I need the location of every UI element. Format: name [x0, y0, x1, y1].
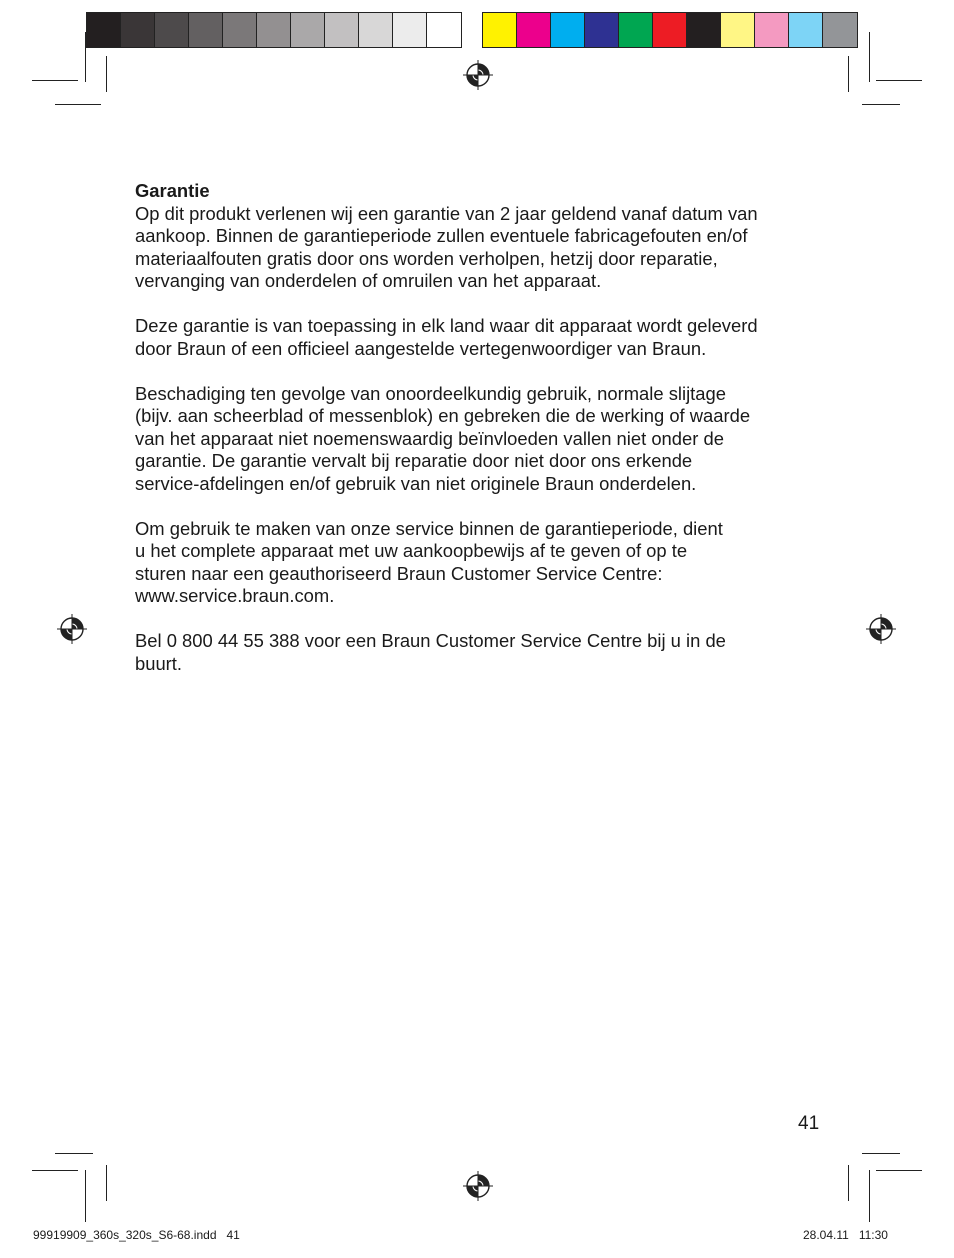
paragraph: Bel 0 800 44 55 388 voor een Braun Customer Service Centre bij u in de buurt. [135, 630, 726, 674]
crop-mark-bottom-right-h2 [876, 1170, 922, 1171]
gray-swatch-9 [359, 13, 393, 47]
gray-swatch-7 [291, 13, 325, 47]
crop-mark-bottom-right-v [869, 1170, 870, 1222]
crop-mark-bottom-left-h [55, 1153, 93, 1154]
registration-mark-icon [463, 1171, 493, 1201]
color-swatch-11 [823, 13, 857, 47]
color-swatch-1 [483, 13, 517, 47]
warranty-section [135, 180, 825, 698]
slug-date: 28.04.11 11:30 [803, 1228, 888, 1242]
crop-mark-bottom-right-v2 [848, 1165, 849, 1201]
slug-file-info: 99919909_360s_320s_S6-68.indd 41 [33, 1228, 240, 1242]
crop-mark-bottom-left-v [85, 1170, 86, 1222]
crop-mark-bottom-right-h [862, 1153, 900, 1154]
color-swatch-7 [687, 13, 721, 47]
color-swatch-5 [619, 13, 653, 47]
color-swatch-3 [551, 13, 585, 47]
gray-swatch-2 [121, 13, 155, 47]
paragraph: Deze garantie is van toepassing in elk land waar dit apparaat wordt geleverd door Braun of een officieel aangestelde vertegenwoordiger van Braun. [135, 315, 758, 359]
section-heading: Garantie [135, 180, 210, 201]
gray-swatch-5 [223, 13, 257, 47]
color-swatch-2 [517, 13, 551, 47]
color-calibration-bar [482, 12, 858, 48]
color-swatch-9 [755, 13, 789, 47]
gray-swatch-4 [189, 13, 223, 47]
gray-swatch-3 [155, 13, 189, 47]
registration-mark-icon [866, 614, 896, 644]
crop-mark-top-left-v [85, 32, 86, 82]
color-swatch-6 [653, 13, 687, 47]
crop-mark-bottom-left-h2 [32, 1170, 78, 1171]
page-number: 41 [798, 1113, 820, 1134]
color-swatch-10 [789, 13, 823, 47]
crop-mark-top-left-v2 [106, 56, 107, 92]
color-swatch-8 [721, 13, 755, 47]
crop-mark-top-right-v2 [848, 56, 849, 92]
paragraph: Om gebruik te maken van onze service binnen de garantieperiode, dient u het complete apparaat met uw aankoopbewijs af te geven of op te sturen naar een geauthoriseerd Braun Customer Service Centre: www.service.braun.com. [135, 517, 723, 606]
crop-mark-top-right-v [869, 32, 870, 82]
crop-mark-bottom-left-v2 [106, 1165, 107, 1201]
gray-swatch-1 [87, 13, 121, 47]
gray-swatch-11 [427, 13, 461, 47]
gray-swatch-8 [325, 13, 359, 47]
gray-swatch-10 [393, 13, 427, 47]
registration-mark-icon [57, 614, 87, 644]
paragraph: Beschadiging ten gevolge van onoordeelkundig gebruik, normale slijtage (bijv. aan scheerblad of messenblok) en gebreken die de werking of waarde van het apparaat niet noemenswaardig beïnvloeden vallen niet onder de garantie. De garantie vervalt bij reparatie door niet door ons erkende service-afdelingen en/of gebruik van niet originele Braun onderdelen. [135, 382, 751, 494]
grayscale-calibration-bar [86, 12, 462, 48]
crop-mark-top-right-h2 [862, 104, 900, 105]
gray-swatch-6 [257, 13, 291, 47]
crop-mark-top-left-h2 [55, 104, 101, 105]
crop-mark-top-right-h [876, 80, 922, 81]
registration-mark-icon [463, 60, 493, 90]
crop-mark-top-left-h [32, 80, 78, 81]
paragraph: Op dit produkt verlenen wij een garantie van 2 jaar geldend vanaf datum van aankoop. Binnen de garantieperiode zullen eventuele fabricagefouten en/of materiaalfouten gratis door ons worden verholpen, hetzij door reparatie, vervanging van onderdelen of omruilen van het apparaat. [135, 202, 758, 291]
color-swatch-4 [585, 13, 619, 47]
